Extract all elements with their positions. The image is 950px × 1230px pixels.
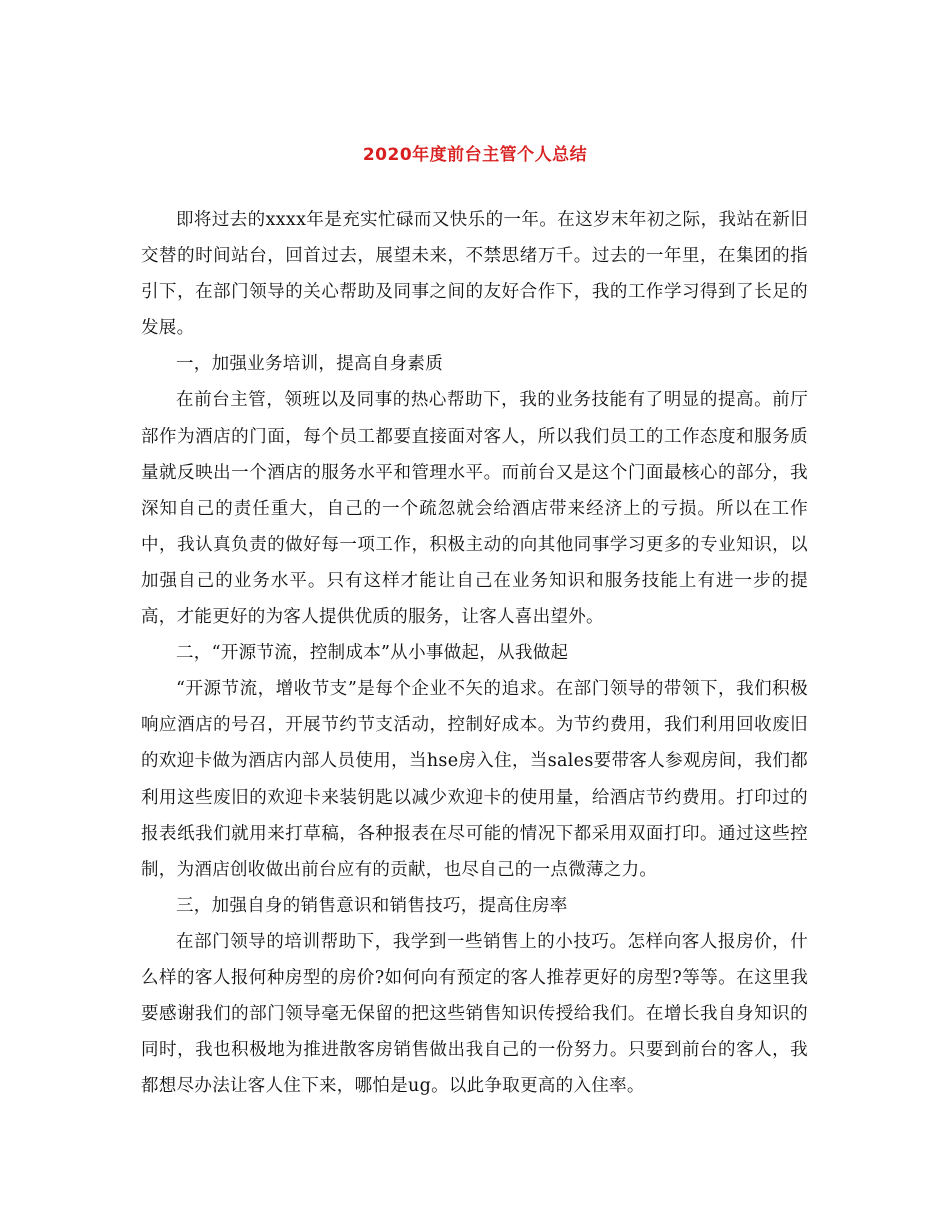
paragraph-intro: 即将过去的xxxx年是充实忙碌而又快乐的一年。在这岁末年初之际，我站在新旧交替的时间站台，回首过去，展望未来，不禁思绪万千。过去的一年里，在集团的指引下，在部门领导的关心帮助及同事之间的友好合作下，我的工作学习得到了长足的发展。 [141,210,808,339]
paragraph-section-2: “开源节流，增收节支”是每个企业不矢的追求。在部门领导的带领下，我们积极响应酒店的号召，开展节约节支活动，控制好成本。为节约费用，我们利用回收废旧的欢迎卡做为酒店内部人员使用，当hse房入住，当sales要带客人参观房间，我们都利用这些废旧的欢迎卡来装钥匙以减少欢迎卡的使用量，给酒店节约费用。打印过的报表纸我们就用来打草稿，各种报表在尽可能的情况下都采用双面打印。通过这些控制，为酒店创收做出前台应有的贡献，也尽自己的一点微薄之力。 [141,679,808,880]
section-heading-2: 二，“开源节流，控制成本”从小事做起，从我做起 [176,643,569,664]
document-title: 2020年度前台主管个人总结 [362,145,588,165]
section-heading-3: 三，加强自身的销售意识和销售技巧，提高住房率 [176,895,568,916]
paragraph-section-1: 在前台主管，领班以及同事的热心帮助下，我的业务技能有了明显的提高。前厅部作为酒店的门面，每个员工都要直接面对客人，所以我们员工的工作态度和服务质量就反映出一个酒店的服务水平和管理水平。而前台又是这个门面最核心的部分，我深知自己的责任重大，自己的一个疏忽就会给酒店带来经济上的亏损。所以在工作中，我认真负责的做好每一项工作，积极主动的向其他同事学习更多的专业知识，以加强自己的业务水平。只有这样才能让自己在业务知识和服务技能上有进一步的提高，才能更好的为客人提供优质的服务，让客人喜出望外。 [141,390,808,628]
document-body [141,202,808,1104]
paragraph-section-3: 在部门领导的培训帮助下，我学到一些销售上的小技巧。怎样向客人报房价，什么样的客人报何种房型的房价?如何向有预定的客人推荐更好的房型?等等。在这里我要感谢我们的部门领导毫无保留的把这些销售知识传授给我们。在增长我自身知识的同时，我也积极地为推进散客房销售做出我自己的一份努力。只要到前台的客人，我都想尽办法让客人住下来，哪怕是ug。以此争取更高的入住率。 [141,931,808,1097]
section-heading-1: 一，加强业务培训，提高自身素质 [176,354,443,375]
